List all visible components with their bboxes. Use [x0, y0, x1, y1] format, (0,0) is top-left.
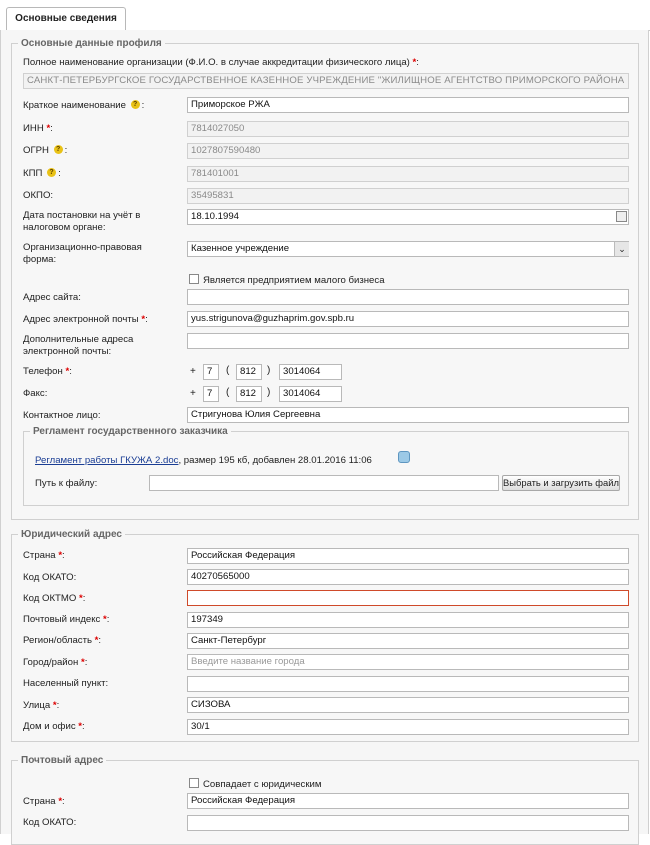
- legal-form-select[interactable]: Казенное учреждение: [187, 241, 629, 257]
- phone-plus: +: [190, 366, 196, 377]
- fax-country-field[interactable]: 7: [203, 386, 219, 402]
- info-icon[interactable]: ?: [131, 100, 140, 109]
- okpo-label: ОКПО:: [23, 190, 54, 201]
- legal-okato-field[interactable]: 40270565000: [187, 569, 629, 585]
- legal-city-label: Город/район *:: [23, 657, 88, 668]
- extra-email-label: Дополнительные адреса электронной почты:: [23, 334, 134, 357]
- email-label: Адрес электронной почты *:: [23, 314, 148, 325]
- site-field[interactable]: [187, 289, 629, 305]
- legal-locality-field[interactable]: [187, 676, 629, 692]
- extra-email-field[interactable]: [187, 333, 629, 349]
- short-name-label: Краткое наименование ? :: [23, 100, 145, 111]
- postal-okato-field[interactable]: [187, 815, 629, 831]
- phone-number-field[interactable]: 3014064: [279, 364, 342, 380]
- regulation-file-link[interactable]: Регламент работы ГКУЖА 2.doc: [35, 455, 179, 466]
- info-icon[interactable]: ?: [54, 145, 63, 154]
- same-address-checkbox[interactable]: [189, 778, 199, 788]
- path-label: Путь к файлу:: [35, 478, 98, 489]
- phone-close-paren: ): [267, 365, 271, 376]
- regulation-legend: Регламент государственного заказчика: [33, 426, 228, 437]
- legal-region-field[interactable]: Санкт-Петербург: [187, 633, 629, 649]
- okpo-field[interactable]: 35495831: [187, 188, 629, 204]
- info-icon[interactable]: ?: [47, 168, 56, 177]
- tab-main-info[interactable]: Основные сведения: [6, 7, 126, 31]
- fax-open-paren: (: [226, 387, 230, 398]
- legal-oktmo-label: Код ОКТМО *:: [23, 593, 86, 604]
- same-address-label: Совпадает с юридическим: [203, 779, 322, 790]
- full-name-label: Полное наименование организации (Ф.И.О. в случае аккредитации физического лица) *:: [23, 57, 419, 68]
- legal-street-label: Улица *:: [23, 700, 60, 711]
- profile-legend: Основные данные профиля: [21, 38, 162, 49]
- small-business-checkbox[interactable]: [189, 274, 199, 284]
- upload-button[interactable]: Выбрать и загрузить файл: [502, 475, 620, 491]
- phone-open-paren: (: [226, 365, 230, 376]
- postal-address-legend: Почтовый адрес: [21, 755, 104, 766]
- inn-field[interactable]: 7814027050: [187, 121, 629, 137]
- legal-house-label: Дом и офис *:: [23, 721, 85, 732]
- legal-locality-label: Населенный пункт:: [23, 678, 109, 689]
- path-field[interactable]: [149, 475, 499, 491]
- calendar-icon[interactable]: [616, 211, 627, 222]
- email-field[interactable]: yus.strigunova@guzhaprim.gov.spb.ru: [187, 311, 629, 327]
- legal-house-field[interactable]: 30/1: [187, 719, 629, 735]
- chevron-down-icon[interactable]: ⌄: [614, 242, 629, 256]
- legal-okato-label: Код ОКАТО:: [23, 572, 77, 583]
- legal-oktmo-field[interactable]: [187, 590, 629, 606]
- tax-date-label: Дата постановки на учёт в налоговом органе:: [23, 210, 141, 233]
- site-label: Адрес сайта:: [23, 292, 81, 303]
- tax-date-field[interactable]: 18.10.1994: [187, 209, 629, 225]
- legal-country-field[interactable]: Российская Федерация: [187, 548, 629, 564]
- contact-label: Контактное лицо:: [23, 410, 101, 421]
- legal-address-legend: Юридический адрес: [21, 529, 122, 540]
- ogrn-label: ОГРН ? :: [23, 145, 68, 156]
- phone-label: Телефон *:: [23, 366, 72, 377]
- legal-country-label: Страна *:: [23, 550, 65, 561]
- short-name-field[interactable]: Приморское РЖА: [187, 97, 629, 113]
- legal-form-label: Организационно-правовая форма:: [23, 242, 142, 265]
- form-panel: [0, 30, 649, 834]
- inn-label: ИНН *:: [23, 123, 53, 134]
- fax-code-field[interactable]: 812: [236, 386, 262, 402]
- legal-region-label: Регион/область *:: [23, 635, 102, 646]
- kpp-label: КПП ? :: [23, 168, 61, 179]
- kpp-field[interactable]: 781401001: [187, 166, 629, 182]
- contact-field[interactable]: Стригунова Юлия Сергеевна: [187, 407, 629, 423]
- postal-okato-label: Код ОКАТО:: [23, 817, 77, 828]
- phone-code-field[interactable]: 812: [236, 364, 262, 380]
- fax-label: Факс:: [23, 388, 48, 399]
- attachment-icon[interactable]: [398, 451, 410, 463]
- regulation-file: Регламент работы ГКУЖА 2.doc, размер 195 кб, добавлен 28.01.2016 11:06: [35, 455, 372, 466]
- tab-bar: [0, 0, 650, 31]
- ogrn-field[interactable]: 1027807590480: [187, 143, 629, 159]
- legal-zip-label: Почтовый индекс *:: [23, 614, 110, 625]
- fax-plus: +: [190, 388, 196, 399]
- postal-country-label: Страна *:: [23, 796, 65, 807]
- legal-city-field[interactable]: Введите название города: [187, 654, 629, 670]
- full-name-field[interactable]: САНКТ-ПЕТЕРБУРГСКОЕ ГОСУДАРСТВЕННОЕ КАЗЕННОЕ УЧРЕЖДЕНИЕ "ЖИЛИЩНОЕ АГЕНТСТВО ПРИМОРСКОГО РАЙОНА: [23, 73, 629, 89]
- legal-zip-field[interactable]: 197349: [187, 612, 629, 628]
- legal-street-field[interactable]: СИЗОВА: [187, 697, 629, 713]
- fax-close-paren: ): [267, 387, 271, 398]
- postal-country-field[interactable]: Российская Федерация: [187, 793, 629, 809]
- fax-number-field[interactable]: 3014064: [279, 386, 342, 402]
- small-business-label: Является предприятием малого бизнеса: [203, 275, 385, 286]
- phone-country-field[interactable]: 7: [203, 364, 219, 380]
